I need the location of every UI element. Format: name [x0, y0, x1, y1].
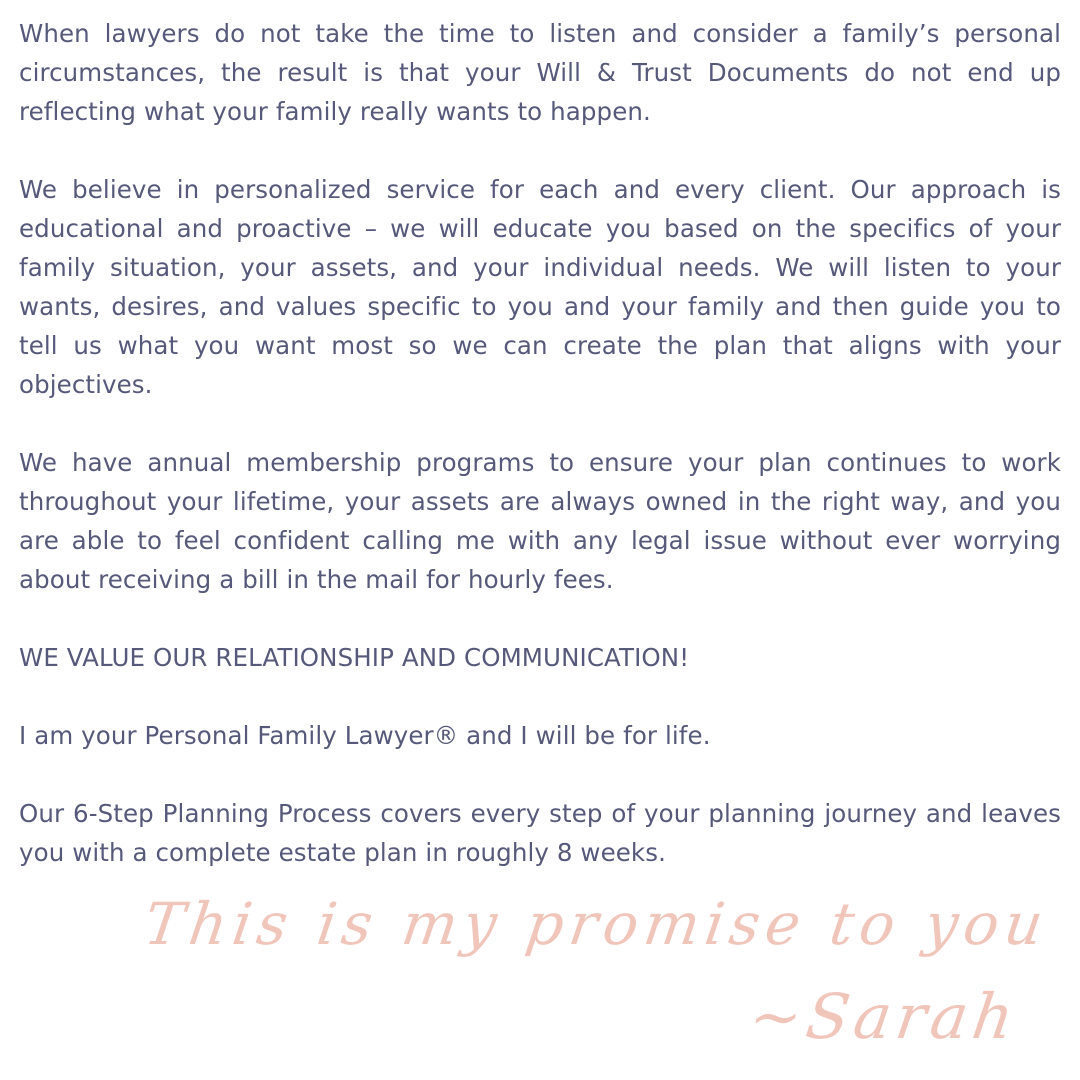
paragraph-membership: We have annual membership programs to ensure your plan continues to work throughout your lifetime, your assets are always owned in the right way, and you are able to feel confident calling me with any legal issue without ever worrying about receiving a bill in the mail for hourly fees. — [19, 448, 1061, 594]
signature-block — [0, 880, 1080, 1080]
paragraph-personalized-service: We believe in personalized service for each and every client. Our approach is educational and proactive – we will educate you based on the specifics of your family situation, your assets, and your individual needs. We will listen to your wants, desires, and values specific to you and your family and then guide you to tell us what you want most so we can create the plan that aligns with your objectives. — [19, 175, 1061, 399]
paragraph-value-statement: WE VALUE OUR RELATIONSHIP AND COMMUNICATION! — [19, 643, 690, 672]
paragraph-listening: When lawyers do not take the time to listen and consider a family’s personal circumstances, the result is that your Will & Trust Documents do not end up reflecting what your family really wants to happen. — [19, 19, 1061, 126]
letter-body — [19, 14, 1061, 911]
signature-name: ~Sarah — [744, 980, 1024, 1053]
paragraph-lawyer-for-life: I am your Personal Family Lawyer® and I will be for life. — [19, 721, 711, 750]
signature-promise: This is my promise to you — [139, 890, 1053, 958]
paragraph-planning-process: Our 6-Step Planning Process covers every step of your planning journey and leaves you with a complete estate plan in roughly 8 weeks. — [19, 799, 1061, 867]
